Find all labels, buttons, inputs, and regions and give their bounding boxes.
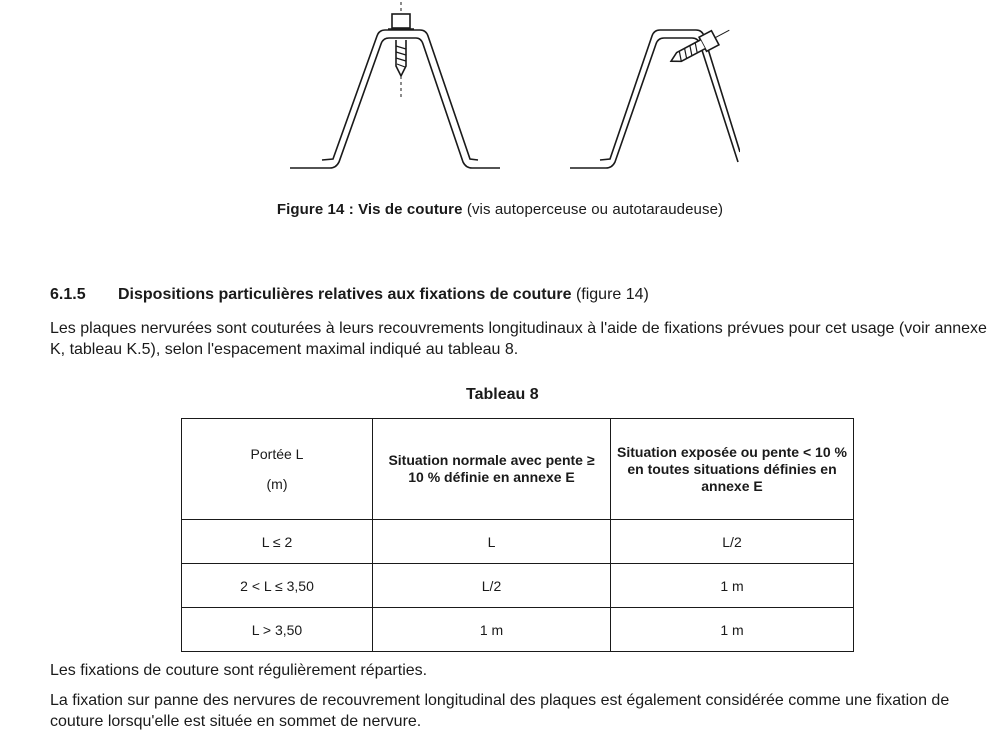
- left-lower-sheet: [290, 38, 500, 168]
- table-title: Tableau 8: [466, 386, 539, 403]
- section-heading: [50, 286, 649, 304]
- table-header-row: [182, 419, 854, 520]
- header-span-unit: (m): [266, 476, 288, 492]
- header-normal: Situation normale avec pente ≥ 10 % définie en annexe E: [373, 419, 611, 520]
- cell-span: L > 3,50: [182, 608, 373, 652]
- right-screw-shank: [669, 40, 705, 66]
- cell-exposed: 1 m: [611, 608, 854, 652]
- closing-line-2: La fixation sur panne des nervures de recouvrement longitudinal des plaques est également considérée comme une fixation de couture lorsqu'elle est située en sommet de nervure.: [50, 692, 950, 730]
- figure-caption: [0, 201, 1000, 218]
- right-lower-sheet: [570, 38, 738, 168]
- right-upper-sheet: [600, 30, 740, 160]
- header-span: [182, 419, 373, 520]
- cell-span: 2 < L ≤ 3,50: [182, 564, 373, 608]
- cell-exposed: L/2: [611, 520, 854, 564]
- caption-label: Figure 14 : Vis de couture: [276, 201, 463, 218]
- closing-line-1: Les fixations de couture sont régulièrement réparties.: [50, 662, 428, 679]
- spacing-table: [181, 418, 854, 652]
- table-row: [182, 608, 854, 652]
- cell-normal: 1 m: [373, 608, 611, 652]
- left-screw-head: [392, 14, 410, 28]
- table-row: [182, 564, 854, 608]
- section-paragraph: Les plaques nervurées sont couturées à leurs recouvrements longitudinaux à l'aide de fixations prévues pour cet usage (voir annexe K, tableau K.5), selon l'espacement maximal indiqué au tableau 8.: [50, 320, 987, 358]
- caption-rest: (vis autoperceuse ou autotaraudeuse): [466, 201, 724, 218]
- table-row: [182, 520, 854, 564]
- cell-normal: L: [373, 520, 611, 564]
- figure-14-drawing: [270, 2, 740, 182]
- header-span-label: Portée L: [250, 446, 304, 462]
- section-title: Dispositions particulières relatives aux fixations de couture: [118, 286, 572, 303]
- section-title-ref: (figure 14): [575, 286, 649, 303]
- section-number: 6.1.5: [50, 286, 86, 303]
- header-exposed: Situation exposée ou pente < 10 % en toutes situations définies en annexe E: [611, 419, 854, 520]
- cell-span: L ≤ 2: [182, 520, 373, 564]
- cell-normal: L/2: [373, 564, 611, 608]
- cell-exposed: 1 m: [611, 564, 854, 608]
